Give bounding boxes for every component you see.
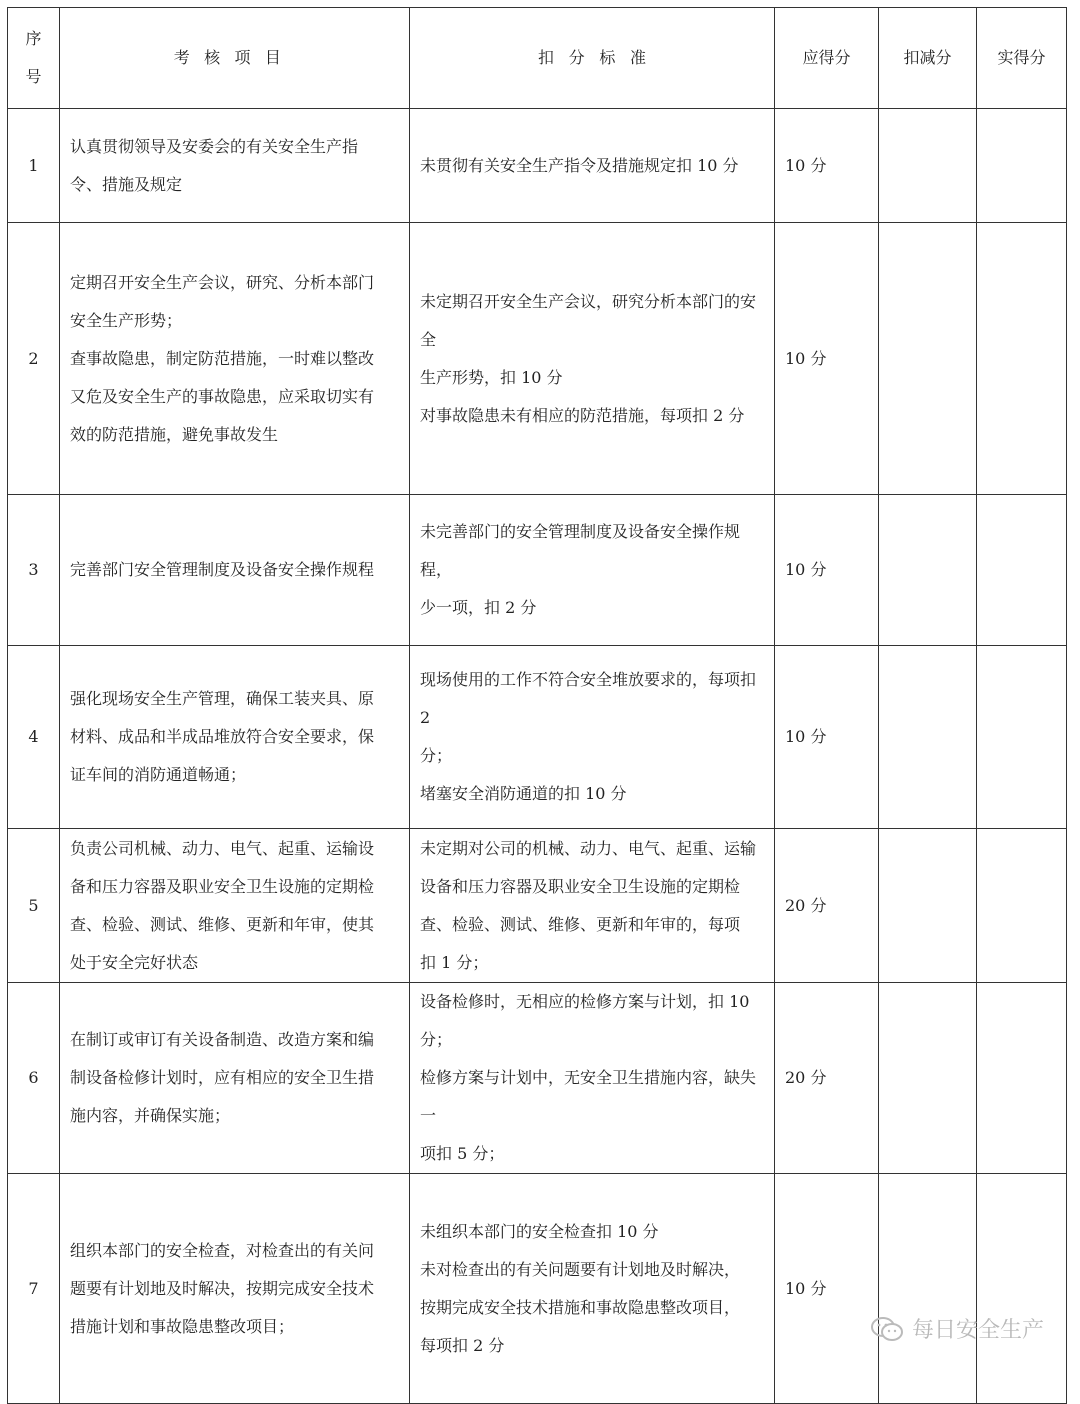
- row-deduction-standard-line: 查、检验、测试、维修、更新和年审的，每项: [420, 914, 741, 934]
- row-deduction-standard-line: 设备和压力容器及职业安全卫生设施的定期检: [420, 876, 741, 896]
- row-serial-number: 3: [8, 495, 60, 646]
- row-deduction-standard: [410, 495, 775, 646]
- row-deduction-standard-line: 未贯彻有关安全生产指令及措施规定扣 10 分: [420, 155, 739, 175]
- header-deduction-standard: 扣 分 标 准: [410, 8, 775, 109]
- row-assessment-item-line: 令、措施及规定: [70, 174, 183, 194]
- row-deduction-cell[interactable]: [879, 646, 977, 829]
- row-score-due: 20 分: [775, 983, 879, 1174]
- row-serial-number: 2: [8, 223, 60, 495]
- row-deduction-standard-line: 未对检查出的有关问题要有计划地及时解决，: [420, 1259, 741, 1279]
- row-assessment-item-line: 查、检验、测试、维修、更新和年审，使其: [70, 914, 375, 934]
- row-deduction-standard: [410, 983, 775, 1174]
- row-deduction-standard-line: 堵塞安全消防通道的扣 10 分: [420, 784, 627, 803]
- row-deduction-standard: [410, 223, 775, 495]
- row-assessment-item-line: 负责公司机械、动力、电气、起重、运输设: [70, 838, 375, 858]
- row-actual-score-cell[interactable]: [977, 495, 1067, 646]
- row-deduction-standard: [410, 829, 775, 983]
- row-deduction-standard-line: 少一项，扣 2 分: [420, 598, 537, 617]
- row-deduction-standard-line: 对事故隐患未有相应的防范措施，每项扣 2 分: [420, 405, 745, 425]
- row-assessment-item: [60, 829, 410, 983]
- row-deduction-standard: [410, 646, 775, 829]
- row-deduction-standard-line: 现场使用的工作不符合安全堆放要求的，每项扣 2: [420, 670, 757, 727]
- row-score-due: 10 分: [775, 646, 879, 829]
- row-deduction-standard-line: 检修方案与计划中，无安全卫生措施内容，缺失一: [420, 1068, 757, 1125]
- row-assessment-item-line: 定期召开安全生产会议，研究、分析本部门: [70, 272, 375, 292]
- row-assessment-item: [60, 495, 410, 646]
- row-assessment-item: [60, 109, 410, 223]
- header-assessment-item: 考核项目: [60, 8, 410, 109]
- row-deduction-standard: [410, 109, 775, 223]
- row-deduction-standard-line: 未组织本部门的安全检查扣 10 分: [420, 1221, 659, 1241]
- row-assessment-item-line: 强化现场安全生产管理，确保工装夹具、原: [70, 689, 375, 708]
- row-serial-number: 4: [8, 646, 60, 829]
- watermark: [870, 1313, 1044, 1344]
- row-assessment-item-line: 认真贯彻领导及安委会的有关安全生产指: [70, 136, 359, 156]
- row-actual-score-cell[interactable]: [977, 109, 1067, 223]
- row-deduction-cell[interactable]: [879, 829, 977, 983]
- wechat-icon: [870, 1316, 904, 1342]
- row-assessment-item-line: 在制订或审订有关设备制造、改造方案和编: [70, 1030, 375, 1049]
- row-serial-number: 6: [8, 983, 60, 1174]
- table-row: [8, 223, 1067, 495]
- row-actual-score-cell[interactable]: [977, 829, 1067, 983]
- table-row: [8, 1174, 1067, 1404]
- row-deduction-standard: [410, 1174, 775, 1404]
- header-deduction: 扣减分: [879, 8, 977, 109]
- row-actual-score-cell[interactable]: [977, 983, 1067, 1174]
- row-deduction-cell[interactable]: [879, 495, 977, 646]
- row-score-due: 10 分: [775, 1174, 879, 1404]
- row-assessment-item-line: 制设备检修计划时，应有相应的安全卫生措: [70, 1068, 375, 1087]
- row-deduction-cell[interactable]: [879, 109, 977, 223]
- row-assessment-item-line: 题要有计划地及时解决，按期完成安全技术: [70, 1278, 375, 1298]
- row-deduction-standard-line: 未定期对公司的机械、动力、电气、起重、运输: [420, 838, 757, 858]
- row-assessment-item-line: 组织本部门的安全检查，对检查出的有关问: [70, 1240, 375, 1260]
- row-deduction-cell[interactable]: [879, 223, 977, 495]
- row-assessment-item: [60, 646, 410, 829]
- row-assessment-item-line: 处于安全完好状态: [70, 952, 199, 972]
- table-row: [8, 829, 1067, 983]
- row-serial-number: 1: [8, 109, 60, 223]
- watermark-text: 每日安全生产: [911, 1318, 1044, 1343]
- row-deduction-standard-line: 按期完成安全技术措施和事故隐患整改项目，: [420, 1297, 741, 1317]
- row-deduction-standard-line: 扣 1 分；: [420, 952, 489, 972]
- row-assessment-item-line: 措施计划和事故隐患整改项目；: [70, 1316, 295, 1336]
- row-score-due: 10 分: [775, 223, 879, 495]
- table-row: [8, 646, 1067, 829]
- row-deduction-standard-line: 未定期召开安全生产会议，研究分析本部门的安全: [420, 291, 757, 349]
- row-deduction-standard-line: 项扣 5 分；: [420, 1144, 505, 1163]
- row-deduction-standard-line: 每项扣 2 分: [420, 1335, 505, 1355]
- row-assessment-item: [60, 983, 410, 1174]
- row-serial-number: 5: [8, 829, 60, 983]
- row-score-due: 20 分: [775, 829, 879, 983]
- row-assessment-item: [60, 223, 410, 495]
- header-actual-score: 实得分: [977, 8, 1067, 109]
- row-actual-score-cell[interactable]: [977, 223, 1067, 495]
- row-score-due: 10 分: [775, 495, 879, 646]
- header-serial-number: 序 号: [8, 8, 60, 109]
- row-actual-score-cell[interactable]: [977, 1174, 1067, 1404]
- row-deduction-cell[interactable]: [879, 983, 977, 1174]
- table-row: [8, 983, 1067, 1174]
- row-serial-number: 7: [8, 1174, 60, 1404]
- row-assessment-item-line: 效的防范措施，避免事故发生: [70, 424, 279, 444]
- header-score-due: 应得分: [775, 8, 879, 109]
- row-assessment-item-line: 备和压力容器及职业安全卫生设施的定期检: [70, 876, 375, 896]
- row-assessment-item-line: 安全生产形势；: [70, 310, 183, 330]
- row-assessment-item-line: 施内容，并确保实施；: [70, 1106, 231, 1125]
- row-deduction-standard-line: 未完善部门的安全管理制度及设备安全操作规程，: [420, 522, 741, 579]
- row-assessment-item-line: 又危及安全生产的事故隐患，应采取切实有: [70, 386, 375, 406]
- row-assessment-item-line: 查事故隐患，制定防范措施，一时难以整改: [70, 348, 375, 368]
- table-row: [8, 109, 1067, 223]
- table-header-row: [8, 8, 1067, 109]
- assessment-table: [7, 7, 1067, 1404]
- row-deduction-cell[interactable]: [879, 1174, 977, 1404]
- row-deduction-standard-line: 设备检修时，无相应的检修方案与计划，扣 10 分；: [420, 992, 750, 1049]
- row-assessment-item-line: 材料、成品和半成品堆放符合安全要求，保: [70, 727, 375, 746]
- row-deduction-standard-line: 生产形势，扣 10 分: [420, 367, 563, 387]
- row-actual-score-cell[interactable]: [977, 646, 1067, 829]
- table-row: [8, 495, 1067, 646]
- row-assessment-item-line: 证车间的消防通道畅通；: [70, 765, 247, 784]
- row-assessment-item-line: 完善部门安全管理制度及设备安全操作规程: [70, 560, 375, 579]
- row-assessment-item: [60, 1174, 410, 1404]
- row-score-due: 10 分: [775, 109, 879, 223]
- row-deduction-standard-line: 分；: [420, 746, 453, 765]
